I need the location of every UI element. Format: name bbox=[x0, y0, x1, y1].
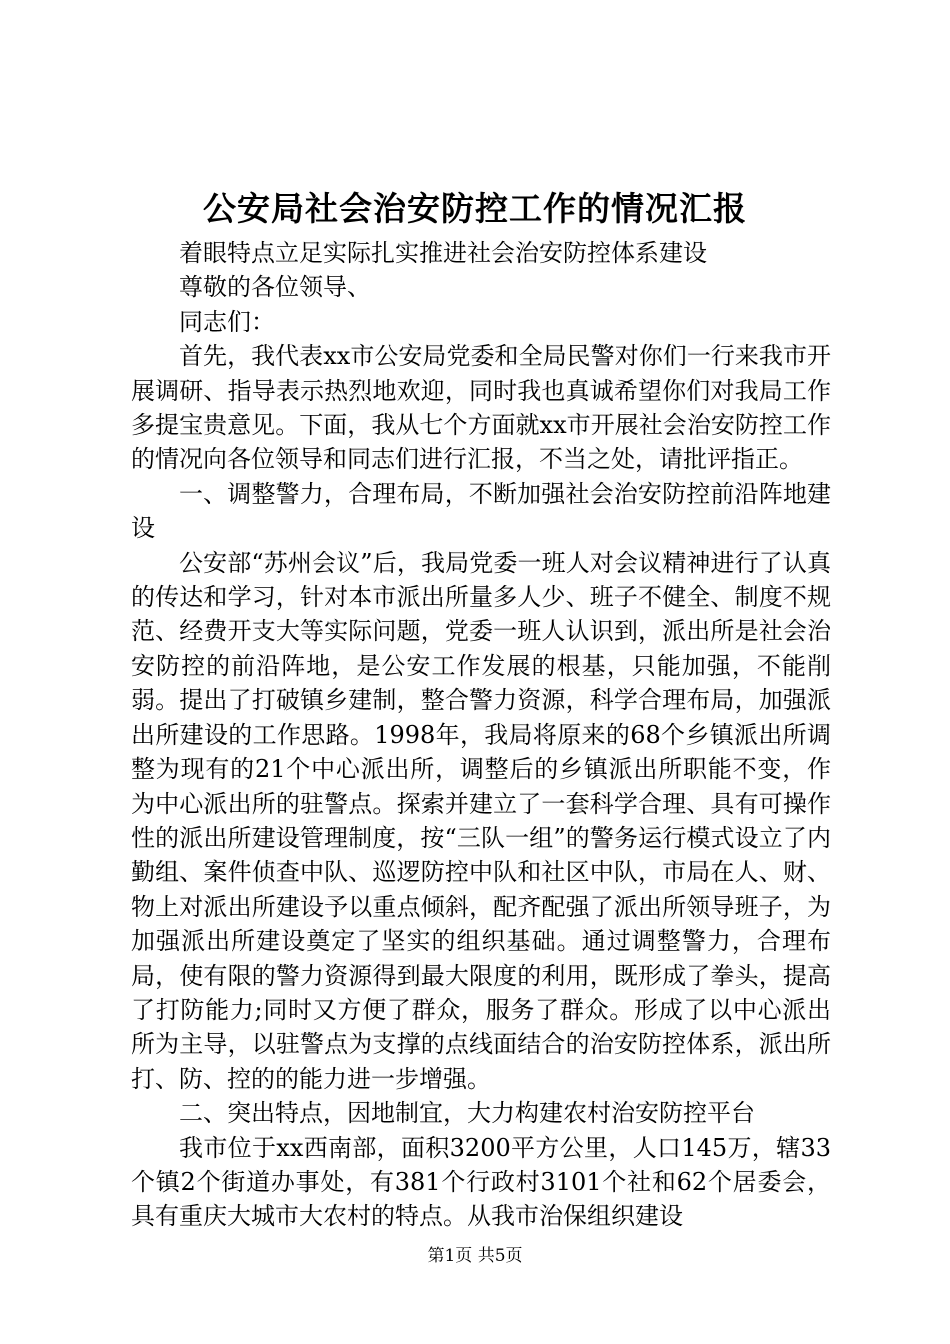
body-paragraph: 首先，我代表xx市公安局党委和全局民警对你们一行来我市开展调研、指导表示热烈地欢迎，同时我也真诚希望你们对我局工作多提宝贵意见。下面，我从七个方面就xx市开展社会治安防控工作的情况向各位领导和同志们进行汇报，不当之处，请批评指正。 bbox=[131, 342, 831, 474]
salutation-line: 尊敬的各位领导、 bbox=[179, 273, 371, 302]
subtitle-paragraph: 着眼特点立足实际扎实推进社会治安防控体系建设 bbox=[179, 239, 707, 267]
document-title: 公安局社会治安防控工作的情况汇报 bbox=[203, 189, 747, 228]
section-heading: 一、调整警力，合理布局，不断加强社会治安防控前沿阵地建设 bbox=[131, 479, 831, 543]
section-heading: 二、突出特点，因地制宜，大力构建农村治安防控平台 bbox=[179, 1099, 755, 1128]
body-paragraph: 我市位于xx西南部，面积3200平方公里，人口145万，辖33个镇2个街道办事处，有381个行政村3101个社和62个居委会，具有重庆大城市大农村的特点。从我市治保组织建设 bbox=[131, 1133, 831, 1231]
page-number-footer: 第1页 共5页 bbox=[427, 1246, 523, 1266]
body-paragraph: 公安部“苏州会议”后，我局党委一班人对会议精神进行了认真的传达和学习，针对本市派出所量多人少、班子不健全、制度不规范、经费开支大等实际问题，党委一班人认识到，派出所是社会治安防控的前沿阵地，是公安工作发展的根基，只能加强，不能削弱。提出了打破镇乡建制，整合警力资源，科学合理布局，加强派出所建设的工作思路。1998年，我局将原来的68个乡镇派出所调整为现有的21个中心派出所，调整后的乡镇派出所职能不变，作为中心派出所的驻警点。探索并建立了一套科学合理、具有可操作性的派出所建设管理制度，按“三队一组”的警务运行模式设立了内勤组、案件侦查中队、巡逻防控中队和社区中队，市局在人、财、物上对派出所建设予以重点倾斜，配齐配强了派出所领导班子，为加强派出所建设奠定了坚实的组织基础。通过调整警力，合理布局，使有限的警力资源得到最大限度的利用，既形成了拳头，提高了打防能力;同时又方便了群众，服务了群众。形成了以中心派出所为主导，以驻警点为支撑的点线面结合的治安防控体系，派出所打、防、控的的能力进一步增强。 bbox=[131, 548, 831, 1093]
salutation-line: 同志们： bbox=[179, 307, 275, 336]
document-body bbox=[131, 236, 831, 1234]
